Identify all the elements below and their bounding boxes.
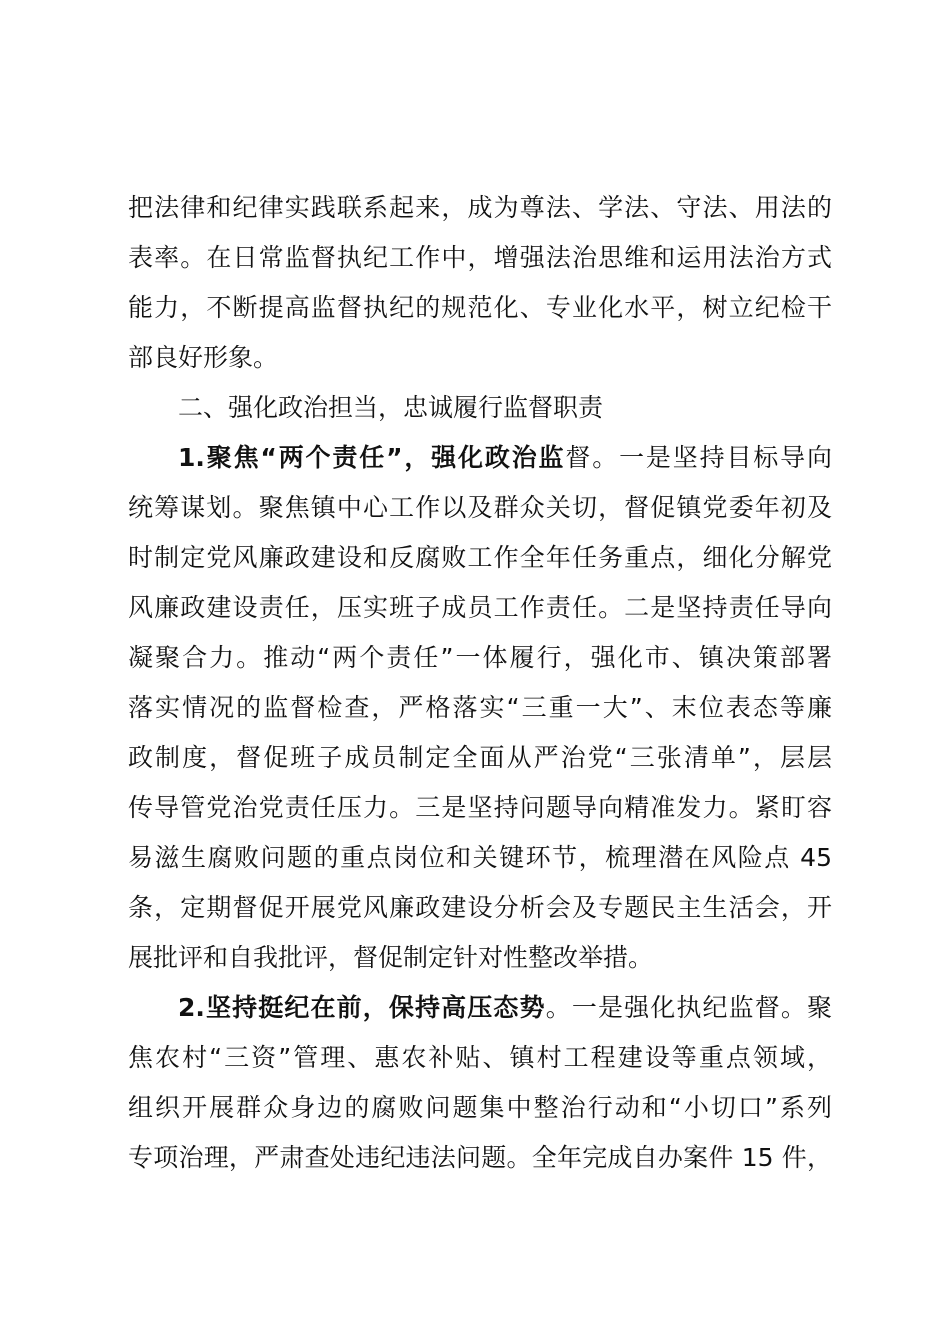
section-heading: 二、强化政治担当，忠诚履行监督职责: [178, 393, 604, 422]
bold-lead-text: 2.坚持挺纪在前，保持高压态势: [178, 993, 546, 1022]
line-rest-text: 督。一是坚持目标导向: [565, 443, 832, 472]
text-line: 部良好形象。: [128, 343, 279, 372]
text-line: 能力，不断提高监督执纪的规范化、专业化水平，树立纪检干: [128, 293, 832, 322]
bold-lead-text: 1.聚焦“两个责任”，强化政治监: [178, 443, 566, 472]
text-line: 表率。在日常监督执纪工作中，增强法治思维和运用法治方式: [128, 243, 832, 272]
text-line: 统筹谋划。聚焦镇中心工作以及群众关切，督促镇党委年初及: [128, 493, 832, 522]
document-page: [128, 183, 832, 1183]
text-line: 展批评和自我批评，督促制定针对性整改举措。: [128, 943, 654, 972]
text-line: 焦农村“三资”管理、惠农补贴、镇村工程建设等重点领域，: [128, 1043, 832, 1072]
text-line: 落实情况的监督检查，严格落实“三重一大”、末位表态等廉: [128, 693, 832, 722]
text-line: 专项治理，严肃查处违纪违法问题。全年完成自办案件 15 件，: [128, 1143, 832, 1172]
paragraph-first-line: [128, 983, 832, 1033]
text-line: 条，定期督促开展党风廉政建设分析会及专题民主生活会，开: [128, 893, 832, 922]
text-line: 把法律和纪律实践联系起来，成为尊法、学法、守法、用法的: [128, 193, 832, 222]
paragraph-first-line: [128, 433, 832, 483]
paragraph-political-supervision: [128, 433, 832, 983]
paragraph-discipline: [128, 983, 832, 1183]
text-line: 组织开展群众身边的腐败问题集中整治行动和“小切口”系列: [128, 1093, 832, 1122]
text-line: 易滋生腐败问题的重点岗位和关键环节，梳理潜在风险点 45: [128, 843, 832, 872]
paragraph-continuation: [128, 183, 832, 383]
text-line: 凝聚合力。推动“两个责任”一体履行，强化市、镇决策部署: [128, 643, 832, 672]
text-line: 时制定党风廉政建设和反腐败工作全年任务重点，细化分解党: [128, 543, 832, 572]
line-rest-text: 。一是强化执纪监督。聚: [545, 993, 832, 1022]
text-line: 风廉政建设责任，压实班子成员工作责任。二是坚持责任导向: [128, 593, 832, 622]
text-line: 传导管党治党责任压力。三是坚持问题导向精准发力。紧盯容: [128, 793, 832, 822]
text-line: 政制度，督促班子成员制定全面从严治党“三张清单”，层层: [128, 743, 832, 772]
